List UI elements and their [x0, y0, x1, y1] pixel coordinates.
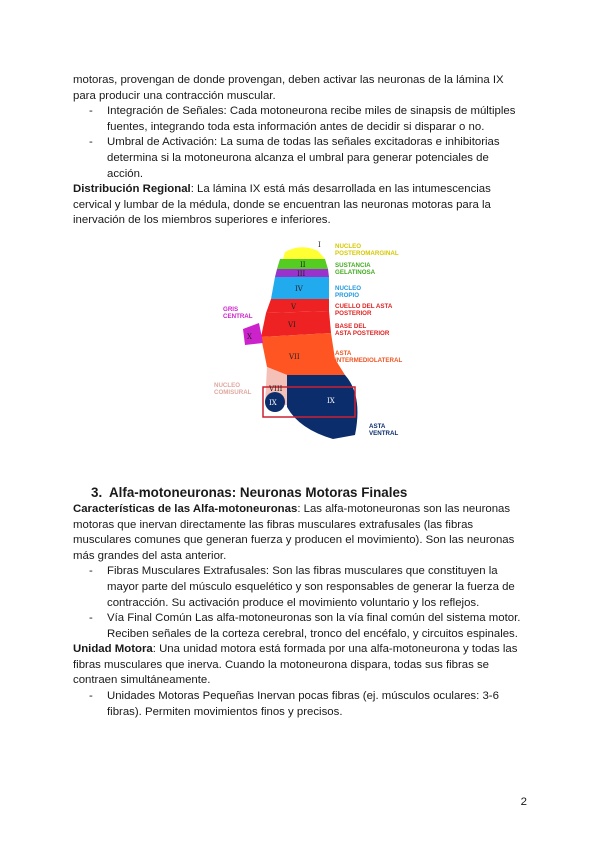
lamina-label: VI — [288, 320, 296, 329]
section-number: 3. — [91, 484, 103, 500]
label-nucleo-propio: NUCLEO PROPIO — [335, 284, 362, 299]
lamina-label: X — [247, 332, 252, 341]
label-base-asta: BASE DEL ASTA POSTERIOR — [335, 322, 390, 337]
bullet-item: - Unidades Motoras Pequeñas Inervan pocas fibras (ej. músculos oculares: 3-6 fibras). Permiten movimientos finos y precisos. — [107, 689, 528, 720]
label-asta-ventral: ASTA VENTRAL — [369, 422, 399, 437]
caracteristicas-paragraph — [73, 502, 528, 564]
label-nucleo-posteromarginal: NUCLEO POSTEROMARGINAL — [335, 242, 399, 257]
unidad-label: Unidad Motora — [73, 643, 153, 656]
lamina-label: IX — [327, 396, 335, 405]
regional-label: Distribución Regional — [73, 183, 191, 196]
bullet-item: - Integración de Señales: Cada motoneurona recibe miles de sinapsis de múltiples fuentes, integrando toda esta información antes de decidir si disparar o no. — [107, 104, 528, 135]
section-title: Alfa-motoneuronas: Neuronas Motoras Finales — [109, 484, 408, 500]
lamina-vii-region — [261, 333, 345, 375]
section-heading — [73, 484, 528, 501]
lamina-label: I — [318, 240, 321, 249]
caracteristicas-text: : Las alfa-motoneuronas son las neuronas motoras que inervan directamente las fibras musculares extrafusales (las fibras musculares comunes que generan fuerza y producen el movimiento). Son las neuronas más grandes del asta anterior. — [73, 502, 515, 562]
bullet-list-signals — [73, 104, 528, 182]
regional-text: : La lámina IX está más desarrollada en las intumescencias cervical y lumbar de la médula, donde se encuentran las neuronas motoras para la inervación de los miembros superiores e inferiores. — [73, 183, 491, 227]
lamina-i-region — [283, 247, 325, 259]
caracteristicas-label: Características de las Alfa-motoneuronas — [73, 502, 298, 515]
page-content — [73, 73, 528, 720]
unidad-paragraph — [73, 642, 528, 689]
regional-paragraph — [73, 182, 528, 229]
spinal-cord-laminae-figure — [73, 235, 528, 470]
lamina-x-region — [243, 323, 263, 345]
lamina-label: II — [300, 260, 306, 269]
laminae-diagram — [73, 235, 528, 470]
bullet-list-units — [73, 689, 528, 720]
lamina-label: V — [291, 302, 297, 311]
bullet-item: - Fibras Musculares Extrafusales: Son las fibras musculares que constituyen la mayor parte del músculo esquelético y son responsables de generar la fuerza de contracción. Su activación produce el movimiento voluntario y los reflejos. — [107, 564, 528, 611]
bullet-list-fibers — [73, 564, 528, 642]
label-sustancia-gelatinosa: SUSTANCIA GELATINOSA — [335, 261, 376, 276]
lamina-ix-ventral-region — [287, 375, 357, 439]
lamina-vi-region — [261, 311, 331, 337]
label-cuello-asta: CUELLO DEL ASTA POSTERIOR — [335, 302, 393, 317]
lamina-label: VIII — [269, 384, 283, 393]
label-asta-intermediolateral: ASTA INTERMEDIOLATERAL — [335, 349, 403, 364]
label-nucleo-comisural: NUCLEO COMISURAL — [214, 381, 252, 396]
lamina-v-region — [266, 299, 329, 313]
lamina-label: IV — [295, 284, 303, 293]
lamina-label: III — [297, 269, 306, 278]
unidad-text: : Una unidad motora está formada por una alfa-motoneurona y todas las fibras musculares que inerva. Cuando la motoneurona dispara, todas sus fibras se contraen simultáneamente. — [73, 643, 518, 687]
intro-paragraph: motoras, provengan de donde provengan, deben activar las neuronas de la lámina IX para producir una contracción muscular. — [73, 74, 504, 102]
page-number: 2 — [520, 796, 527, 808]
bullet-item: - Umbral de Activación: La suma de todas las señales excitadoras e inhibitorias determina si la motoneurona alcanza el umbral para generar potenciales de acción. — [107, 135, 528, 182]
lamina-label: IX — [269, 398, 277, 407]
lamina-label: VII — [289, 352, 300, 361]
bullet-item: - Vía Final Común Las alfa-motoneuronas son la vía final común del sistema motor. Reciben señales de la corteza cerebral, tronco del encéfalo, y circuitos espinales. — [107, 611, 528, 642]
label-gris-central: GRIS CENTRAL — [223, 305, 253, 320]
